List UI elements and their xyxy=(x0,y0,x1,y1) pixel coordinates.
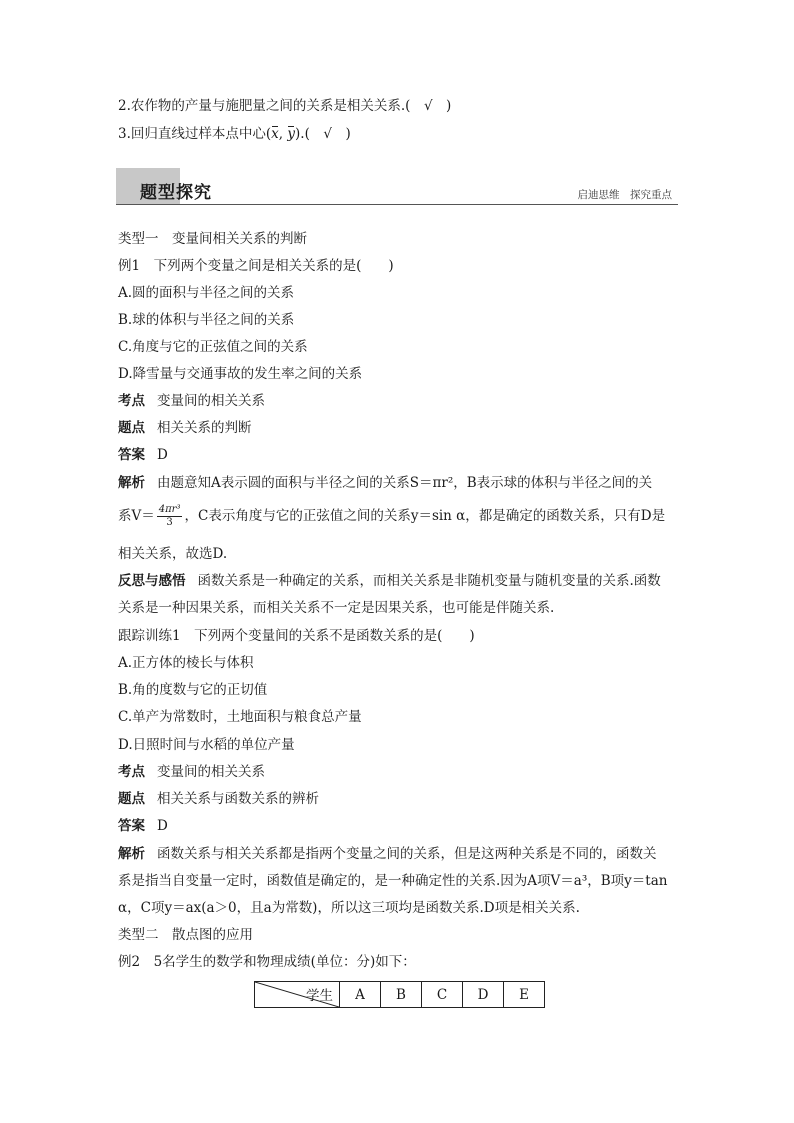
train-1-tidian: 题点 相关关系与函数关系的辨析 xyxy=(118,791,319,807)
train-1-option-d: D.日照时间与水稻的单位产量 xyxy=(118,737,295,753)
train-1-stem: 跟踪训练1 下列两个变量间的关系不是函数关系的是( ) xyxy=(118,628,475,644)
train-1-analysis-1: 解析 函数关系与相关关系都是指两个变量之间的关系，但是这两种关系是不同的，函数关 xyxy=(118,846,657,862)
train-1-analysis-3: α，C项y＝ax(a＞0，且a为常数)，所以这三项均是函数关系.D项是相关关系. xyxy=(118,900,580,916)
example-1-option-d: D.降雪量与交通事故的发生率之间的关系 xyxy=(118,366,363,382)
example-1-kaodian: 考点 变量间的相关关系 xyxy=(118,393,265,409)
train-1-option-b: B.角的度数与它的正切值 xyxy=(118,682,268,698)
section-subtitle: 启迪思维 探究重点 xyxy=(577,189,672,201)
example-2-stem: 例2 5名学生的数学和物理成绩(单位：分)如下： xyxy=(118,954,416,970)
example-1-stem: 例1 下列两个变量之间是相关关系的是( ) xyxy=(118,258,394,274)
banner-rule xyxy=(116,204,678,205)
type-1-heading: 类型一 变量间相关关系的判断 xyxy=(118,231,307,247)
table-header-c: C xyxy=(422,982,463,1008)
table-header-a: A xyxy=(340,982,381,1008)
train-1-option-a: A.正方体的棱长与体积 xyxy=(118,655,254,671)
table-corner-cell: 学生 xyxy=(255,982,340,1008)
table-row xyxy=(255,982,545,1008)
example-1-option-b: B.球的体积与半径之间的关系 xyxy=(118,312,295,328)
type-2-heading: 类型二 散点图的应用 xyxy=(118,927,253,943)
section-title: 题型探究 xyxy=(140,183,212,203)
train-1-answer: 答案 D xyxy=(118,818,168,834)
section-banner xyxy=(116,168,678,206)
statement-2: 2.农作物的产量与施肥量之间的关系是相关关系.( √ ) xyxy=(118,98,452,114)
table-header-d: D xyxy=(463,982,504,1008)
table-header-b: B xyxy=(381,982,422,1008)
reflection-2: 关系是一种因果关系，而相关关系不一定是因果关系，也可能是伴随关系. xyxy=(118,600,555,616)
table-header-e: E xyxy=(504,982,545,1008)
statement-3: 3.回归直线过样本点中心( x, y).( √ ) xyxy=(118,126,351,142)
example-1-tidian: 题点 相关关系的判断 xyxy=(118,420,252,436)
reflection-1: 反思与感悟 函数关系是一种确定的关系，而相关关系是非随机变量与随机变量的关系.函数 xyxy=(118,573,661,589)
train-1-analysis-2: 系是指当自变量一定时，函数值是确定的，是一种确定性的关系.因为A项V＝a³，B项y＝tan xyxy=(118,873,668,889)
x-bar: x xyxy=(271,126,279,142)
example-1-analysis-1: 解析 由题意知A表示圆的面积与半径之间的关系S＝πr²，B表示球的体积与半径之间的关 xyxy=(118,475,653,491)
example-1-option-c: C.角度与它的正弦值之间的关系 xyxy=(118,339,308,355)
train-1-option-c: C.单产为常数时，土地面积与粮食总产量 xyxy=(118,709,362,725)
example-1-analysis-3: 相关关系，故选D. xyxy=(118,546,228,562)
score-table xyxy=(254,981,545,1008)
example-1-option-a: A.圆的面积与半径之间的关系 xyxy=(118,285,295,301)
example-1-analysis-2: 系V＝ $\frac{\text{4πr³}}{3}$ ，C表示角度与它的正弦值之间的关系y＝sin α，都是确定的函数关系，只有D是 xyxy=(118,504,666,528)
y-bar: y xyxy=(287,126,296,142)
volume-fraction: $\frac{\text{4πr³}}{3}$ xyxy=(158,504,181,528)
train-1-kaodian: 考点 变量间的相关关系 xyxy=(118,764,265,780)
example-1-answer: 答案 D xyxy=(118,447,168,463)
